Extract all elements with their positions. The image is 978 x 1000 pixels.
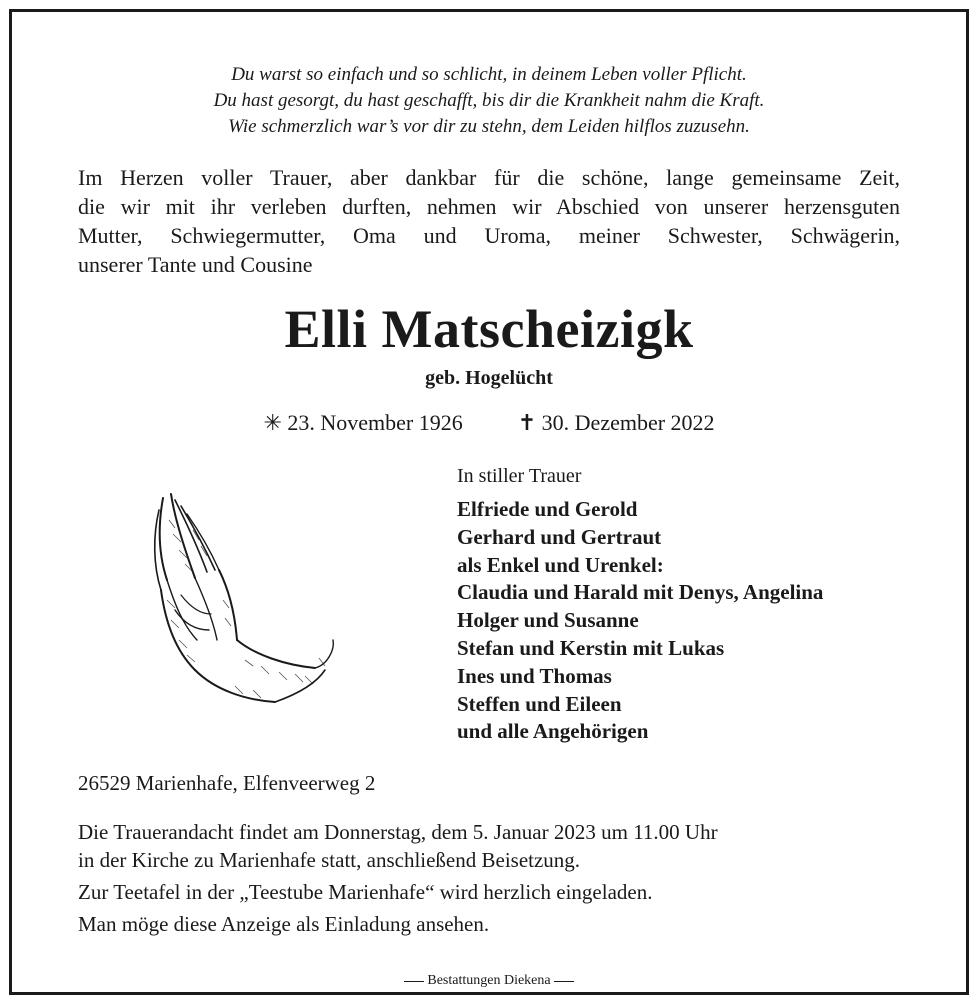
intro-line: unserer Tante und Cousine xyxy=(78,252,313,277)
intro-line: Mutter, Schwiegermutter, Oma und Uroma, meiner Schwester, Schwägerin, xyxy=(78,223,900,248)
intro-text xyxy=(78,163,900,279)
life-dates xyxy=(0,410,978,436)
divider xyxy=(554,981,574,982)
note-line: in der Kirche zu Marienhafe statt, anschließend Beisetzung. xyxy=(78,848,581,872)
funeral-home-footer xyxy=(0,973,978,989)
note-line: Man möge diese Anzeige als Einladung ansehen. xyxy=(78,912,490,936)
star-icon: ✳ xyxy=(263,410,282,435)
poem-line: Du hast gesorgt, du hast geschafft, bis dir die Krankheit nahm die Kraft. xyxy=(213,90,765,111)
funeral-home-name: Bestattungen Diekena xyxy=(427,973,551,988)
mourner-line: und alle Angehörigen xyxy=(457,719,649,744)
mourner-line: Claudia und Harald mit Denys, Angelina xyxy=(457,580,824,605)
death-date: 30. Dezember 2022 xyxy=(541,410,715,435)
mourner-line: Stefan und Kerstin mit Lukas xyxy=(457,635,725,660)
mourner-line: Elfriede und Gerold xyxy=(457,497,638,521)
praying-hands-icon xyxy=(145,490,340,710)
mourner-line: Steffen und Eileen xyxy=(457,691,622,716)
address: 26529 Marienhafe, Elfenveerweg 2 xyxy=(78,771,376,795)
mourners-list xyxy=(457,496,823,746)
mourner-line: Holger und Susanne xyxy=(457,608,639,633)
service-notes xyxy=(78,818,718,942)
note-line: Die Trauerandacht findet am Donnerstag, dem 5. Januar 2023 um 11.00 Uhr xyxy=(78,820,718,844)
intro-line: die wir mit ihr verleben durften, nehmen wir Abschied von unserer herzensguten xyxy=(78,194,900,219)
birth-name: geb. Hogelücht xyxy=(425,367,553,389)
note-paragraph xyxy=(78,818,718,874)
note-line: Zur Teetafel in der „Teestube Marienhafe“ wird herzlich eingeladen. xyxy=(78,880,653,904)
intro-line: Im Herzen voller Trauer, aber dankbar für die schöne, lange gemeinsame Zeit, xyxy=(78,165,900,190)
cross-icon: ✝ xyxy=(517,410,537,435)
mourner-line: Gerhard und Gertraut xyxy=(457,524,662,549)
mourner-line: als Enkel und Urenkel: xyxy=(457,552,664,577)
divider xyxy=(404,981,424,982)
mourner-line: Ines und Thomas xyxy=(457,663,612,688)
poem xyxy=(0,62,978,140)
birth-date: 23. November 1926 xyxy=(287,410,463,435)
note-paragraph xyxy=(78,878,718,906)
deceased-name: Elli Matscheizigk xyxy=(284,299,694,359)
poem-line: Wie schmerzlich war’s vor dir zu stehn, dem Leiden hilflos zuzusehn. xyxy=(228,116,750,137)
note-paragraph xyxy=(78,910,718,938)
poem-line: Du warst so einfach und so schlicht, in deinem Leben voller Pflicht. xyxy=(231,64,747,85)
mourners-heading: In stiller Trauer xyxy=(457,465,582,487)
